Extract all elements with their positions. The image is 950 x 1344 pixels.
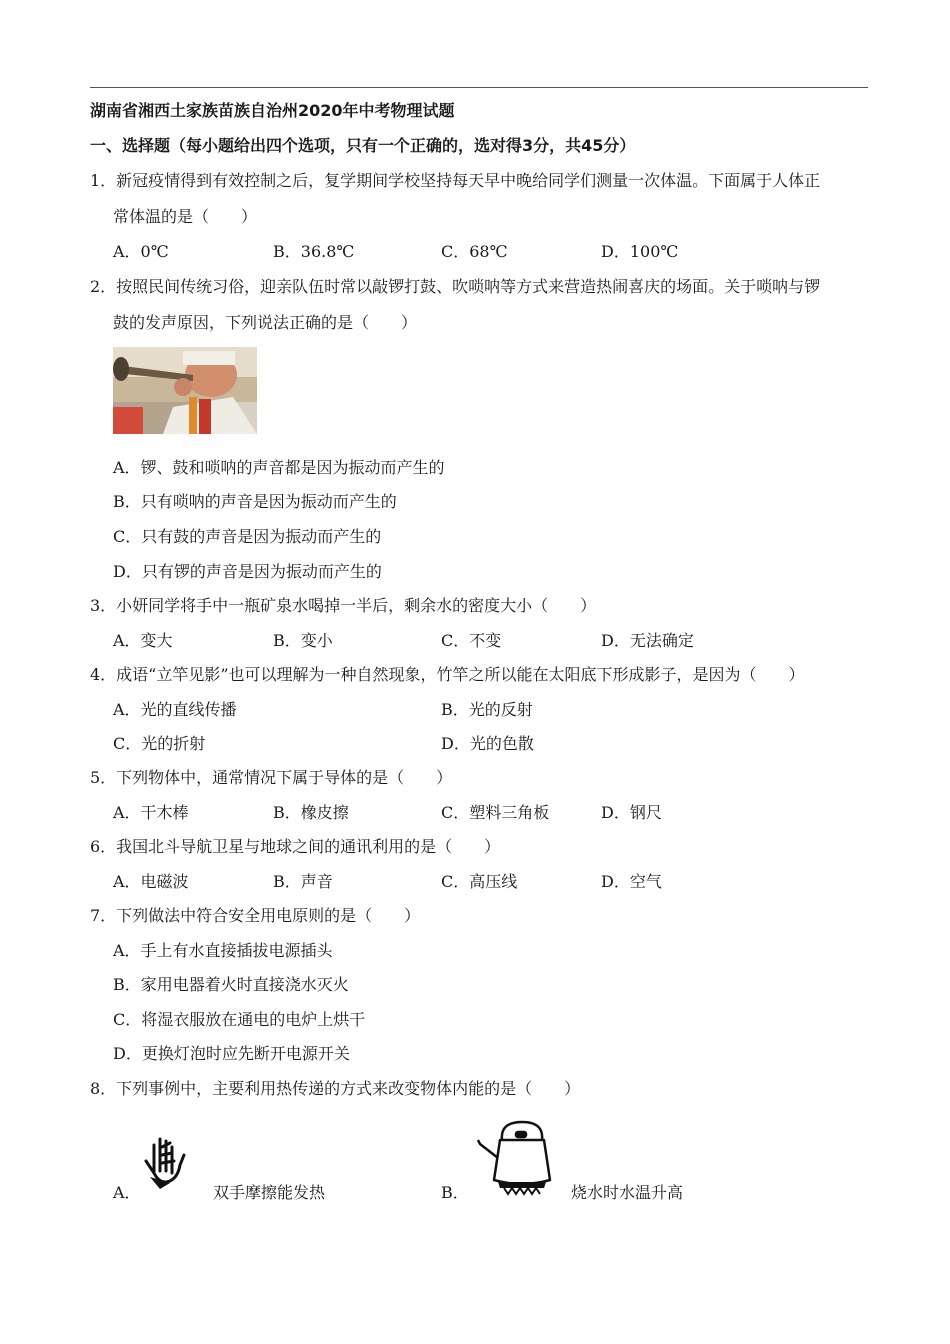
question-5-text: 5．下列物体中，通常情况下属于导体的是（ ） [90, 768, 453, 787]
q3-option-a: A．变大 [113, 631, 173, 650]
q6-option-d: D．空气 [601, 872, 662, 891]
question-7-text: 7．下列做法中符合安全用电原则的是（ ） [90, 906, 421, 925]
q1-option-c: C．68℃ [441, 242, 508, 261]
q8-option-b: B． [441, 1183, 469, 1202]
q4-option-d: D．光的色散 [441, 734, 534, 753]
header-rule [90, 87, 868, 88]
rubbing-hands-icon [140, 1133, 192, 1191]
q7-option-a: A．手上有水直接插拔电源插头 [113, 941, 333, 960]
q5-option-c: C．塑料三角板 [441, 803, 550, 822]
q1-option-d: D．100℃ [601, 242, 679, 261]
q2-option-a: A．锣、鼓和唢呐的声音都是因为振动而产生的 [113, 458, 445, 477]
kettle-icon [474, 1118, 560, 1196]
q5-option-a: A．干木棒 [113, 803, 189, 822]
q8-option-b-caption: 烧水时水温升高 [571, 1183, 684, 1202]
q7-option-c: C．将湿衣服放在通电的电炉上烘干 [113, 1010, 366, 1029]
q8-option-a-caption: 双手摩擦能发热 [213, 1183, 326, 1202]
page-title: 湖南省湘西土家族苗族自治州2020年中考物理试题 [90, 101, 455, 120]
q2-option-b: B．只有唢呐的声音是因为振动而产生的 [113, 492, 397, 511]
q7-option-b: B．家用电器着火时直接浇水灭火 [113, 975, 349, 994]
suona-player-photo [113, 347, 257, 434]
question-1-text: 1．新冠疫情得到有效控制之后，复学期间学校坚持每天早中晚给同学们测量一次体温。下面属于人体正 [90, 171, 821, 190]
q4-option-c: C．光的折射 [113, 734, 206, 753]
question-6-text: 6．我国北斗导航卫星与地球之间的通讯利用的是（ ） [90, 837, 501, 856]
q1-option-a: A．0℃ [113, 242, 169, 261]
q4-option-b: B．光的反射 [441, 700, 533, 719]
q8-option-a: A． [113, 1183, 141, 1202]
q4-option-a: A．光的直线传播 [113, 700, 237, 719]
q5-option-d: D．钢尺 [601, 803, 662, 822]
question-4-text: 4．成语“立竿见影”也可以理解为一种自然现象，竹竿之所以能在太阳底下形成影子，是因为（ ） [90, 665, 805, 684]
section-heading: 一、选择题（每小题给出四个选项，只有一个正确的，选对得3分，共45分） [90, 136, 636, 155]
question-2-text-cont: 鼓的发声原因，下列说法正确的是（ ） [113, 313, 418, 332]
question-8-text: 8．下列事例中，主要利用热传递的方式来改变物体内能的是（ ） [90, 1079, 581, 1098]
q3-option-b: B．变小 [273, 631, 333, 650]
q6-option-c: C．高压线 [441, 872, 518, 891]
q3-option-c: C．不变 [441, 631, 502, 650]
question-1-text-cont: 常体温的是（ ） [113, 207, 258, 226]
question-3-text: 3．小妍同学将手中一瓶矿泉水喝掉一半后，剩余水的密度大小（ ） [90, 596, 597, 615]
q7-option-d: D．更换灯泡时应先断开电源开关 [113, 1044, 350, 1063]
q6-option-a: A．电磁波 [113, 872, 189, 891]
q2-option-c: C．只有鼓的声音是因为振动而产生的 [113, 527, 382, 546]
q6-option-b: B．声音 [273, 872, 333, 891]
q1-option-b: B．36.8℃ [273, 242, 355, 261]
q5-option-b: B．橡皮擦 [273, 803, 349, 822]
q2-option-d: D．只有锣的声音是因为振动而产生的 [113, 562, 382, 581]
q3-option-d: D．无法确定 [601, 631, 694, 650]
question-2-text: 2．按照民间传统习俗，迎亲队伍时常以敲锣打鼓、吹唢呐等方式来营造热闹喜庆的场面。关于唢呐与锣 [90, 277, 821, 296]
